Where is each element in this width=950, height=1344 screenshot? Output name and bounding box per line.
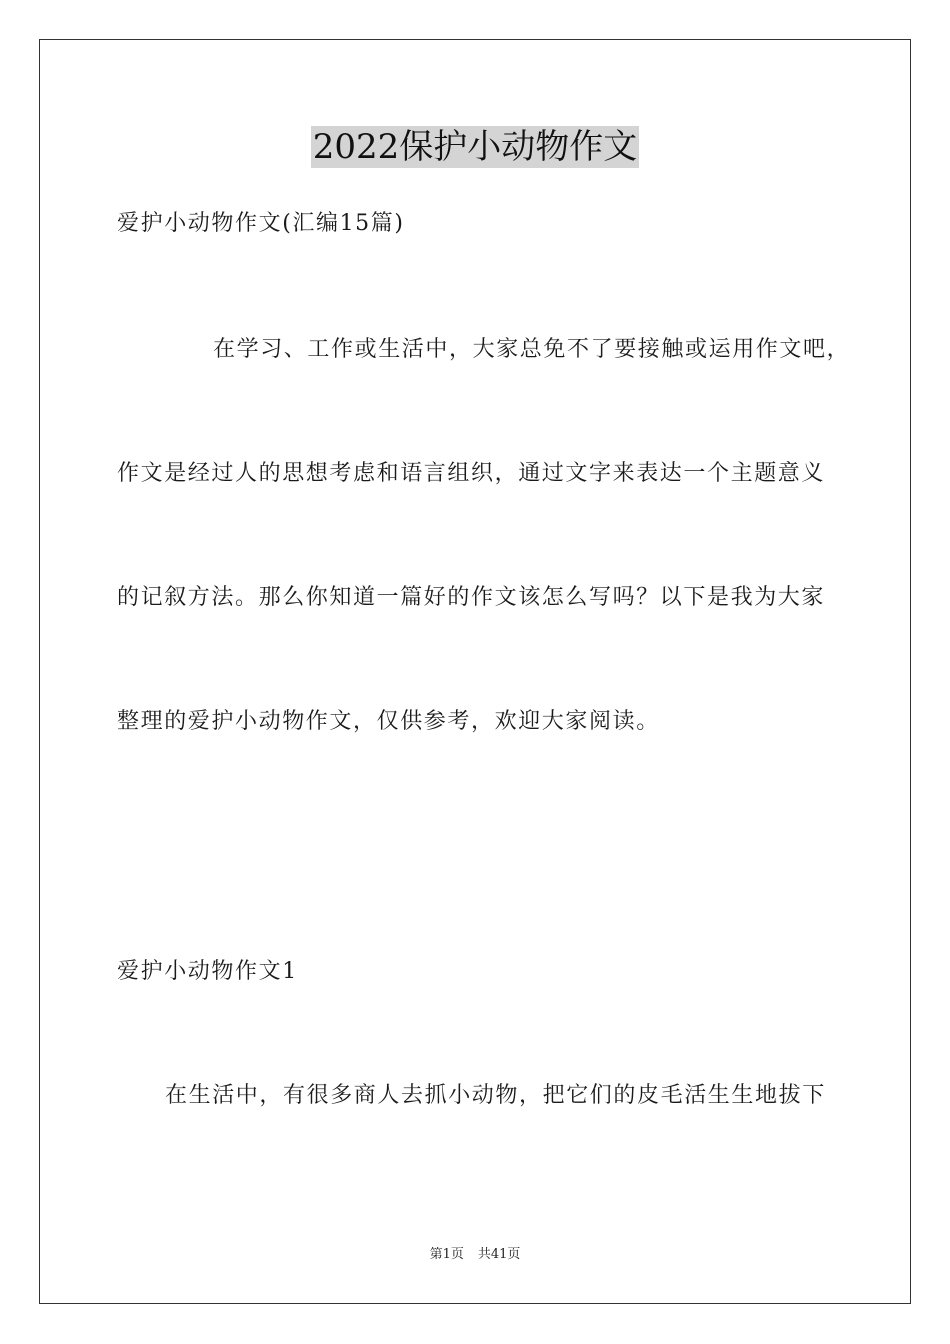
intro-line-3: 的记叙方法。那么你知道一篇好的作文该怎么写吗？以下是我为大家 [117, 585, 826, 610]
document-subtitle: 爱护小动物作文(汇编15篇) [117, 211, 405, 236]
section-paragraph-line-1: 在生活中，有很多商人去抓小动物，把它们的皮毛活生生地拔下 [165, 1083, 826, 1108]
title-container [0, 126, 950, 168]
intro-line-4: 整理的爱护小动物作文，仅供参考，欢迎大家阅读。 [117, 709, 660, 734]
intro-line-1: 在学习、工作或生活中，大家总免不了要接触或运用作文吧， [213, 337, 851, 362]
section-heading: 爱护小动物作文1 [117, 959, 298, 984]
intro-line-2: 作文是经过人的思想考虑和语言组织，通过文字来表达一个主题意义 [117, 461, 826, 486]
document-title: 2022保护小动物作文 [312, 127, 638, 167]
page-footer [0, 1246, 950, 1264]
page-number-current: 第1页 [429, 1247, 464, 1262]
page-number-total: 共41页 [477, 1247, 521, 1262]
